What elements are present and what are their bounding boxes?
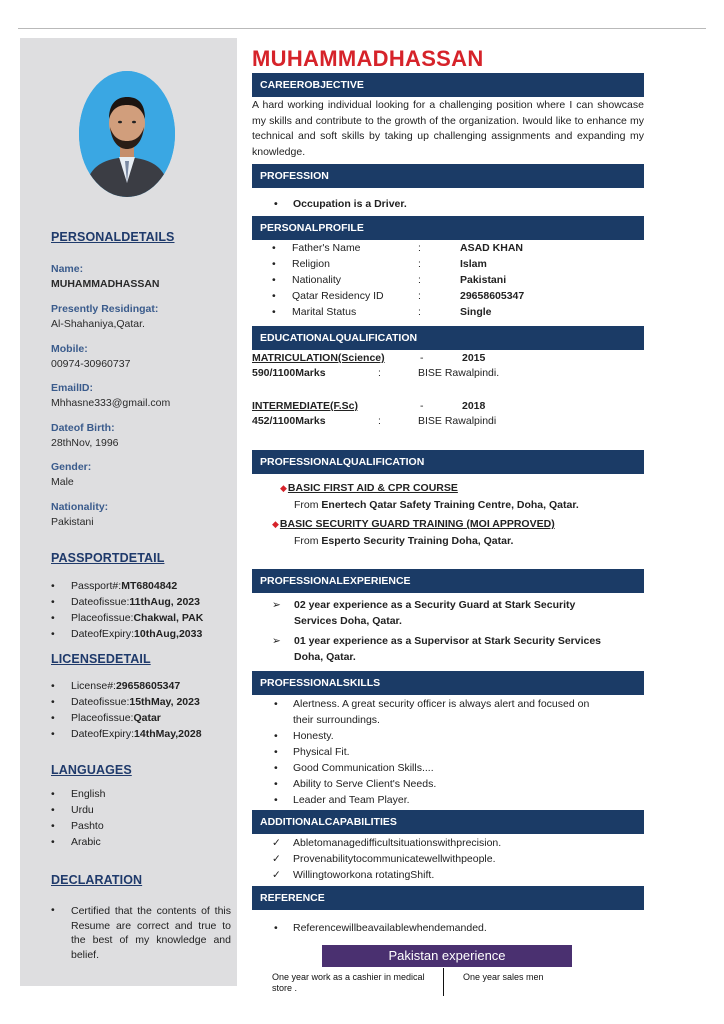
dob-label: Dateof Birth: [51, 422, 115, 434]
list-item: • Dateofissue:11thAug, 2023 [51, 594, 203, 610]
name-label: Name: [51, 263, 84, 275]
mobile-value: 00974-30960737 [51, 358, 131, 370]
email-value: Mhhasne333@gmail.com [51, 397, 171, 409]
matric-year: 2015 [462, 352, 486, 364]
list-item: • Dateofissue:15thMay, 2023 [51, 694, 202, 710]
career-objective-header: CAREEROBJECTIVE [252, 73, 644, 97]
list-item: • Pashto [51, 818, 105, 834]
course-from: From Esperto Security Training Doha, Qatar. [294, 535, 514, 547]
list-item: ✓ Provenabilitytocommunicatewellwithpeople. [272, 851, 501, 867]
inter-board: BISE Rawalpindi [418, 415, 497, 427]
list-item: ✓ Willingtoworkona rotatingShift. [272, 867, 501, 883]
reference-header: REFERENCE [252, 886, 644, 910]
nationality-label: Nationality: [51, 501, 109, 513]
list-item: • Leader and Team Player. [272, 792, 612, 808]
profession-header: PROFESSION [252, 164, 644, 188]
course-title: ◆BASIC SECURITY GUARD TRAINING (MOI APPROVED) [272, 518, 555, 530]
education-header: EDUCATIONALQUALIFICATION [252, 326, 644, 350]
list-item: • Honesty. [272, 728, 612, 744]
license-detail-title: LICENSEDETAIL [51, 652, 151, 666]
inter-year: 2018 [462, 400, 486, 412]
list-item: • Occupation is a Driver. [272, 196, 407, 212]
residing-value: Al-Shahaniya,Qatar. [51, 318, 145, 330]
name-value: MUHAMMADHASSAN [51, 278, 160, 290]
top-divider [18, 28, 706, 29]
list-item: ➢ 01 year experience as a Supervisor at Stark Security Services Doha, Qatar. [272, 633, 612, 665]
gender-label: Gender: [51, 461, 92, 473]
list-item: • English [51, 786, 105, 802]
inter-sep: : [378, 415, 381, 427]
candidate-name: MUHAMMADHASSAN [252, 46, 484, 71]
list-item: • Placeofissue:Chakwal, PAK [51, 610, 203, 626]
prof-qualification-header: PROFESSIONALQUALIFICATION [252, 450, 644, 474]
mobile-label: Mobile: [51, 343, 88, 355]
dob-value: 28thNov, 1996 [51, 437, 119, 449]
skills-list [272, 696, 612, 808]
personal-details-title: PERSONALDETAILS [51, 230, 175, 244]
prof-skills-header: PROFESSIONALSKILLS [252, 671, 644, 695]
list-item: • Urdu [51, 802, 105, 818]
list-item: • Alertness. A great security officer is always alert and focused on their surroundings. [272, 696, 612, 728]
passport-list [51, 578, 203, 642]
nationality-value: Pakistani [51, 516, 94, 528]
pakistan-divider [443, 968, 444, 996]
career-objective-text: A hard working individual looking for a challenging position where I can showcase my skills and contribute to the growth of the organization. Iwould like to enhance my technical and soft skills by taking up challenging assignments and expanding my knowledge. [252, 99, 644, 158]
personal-profile-header: PERSONALPROFILE [252, 216, 644, 240]
additional-capabilities-header: ADDITIONALCAPABILITIES [252, 810, 644, 834]
list-item: ➢ 02 year experience as a Security Guard at Stark Security Services Doha, Qatar. [272, 597, 612, 629]
profession-list [272, 196, 407, 212]
pakistan-experience-left: One year work as a cashier in medical store . [272, 972, 425, 993]
passport-detail-title: PASSPORTDETAIL [51, 551, 165, 565]
list-item: • Good Communication Skills.... [272, 760, 612, 776]
gender-value: Male [51, 476, 74, 488]
capabilities-list [272, 835, 501, 883]
inter-degree: INTERMEDIATE(F.Sc) [252, 400, 358, 412]
list-item: • License#:29658605347 [51, 678, 202, 694]
reference-list [272, 920, 487, 936]
license-list [51, 678, 202, 742]
languages-title: LANGUAGES [51, 763, 132, 777]
sidebar [20, 38, 237, 986]
matric-sep: : [378, 367, 381, 379]
matric-degree: MATRICULATION(Science) [252, 352, 385, 364]
matric-board: BISE Rawalpindi. [418, 367, 500, 379]
list-item: • Arabic [51, 834, 105, 850]
list-item: • DateofExpiry:10thAug,2033 [51, 626, 203, 642]
inter-marks: 452/1100Marks [252, 415, 326, 427]
experience-list [272, 597, 612, 669]
inter-dash: - [420, 400, 424, 412]
email-label: EmailID: [51, 382, 94, 394]
list-item: • Ability to Serve Client's Needs. [272, 776, 612, 792]
list-item: • Placeofissue:Qatar [51, 710, 202, 726]
list-item: • Physical Fit. [272, 744, 612, 760]
list-item: • Passport#:MT6804842 [51, 578, 203, 594]
profile-photo [79, 71, 175, 197]
course-from: From Enertech Qatar Safety Training Centre, Doha, Qatar. [294, 499, 579, 511]
list-item: • DateofExpiry:14thMay,2028 [51, 726, 202, 742]
matric-dash: - [420, 352, 424, 364]
list-item: • Referencewillbeavailablewhendemanded. [272, 920, 487, 936]
declaration-text: • Certified that the contents of this Resume are correct and true to the best of my knowledge and belief. [51, 904, 231, 961]
prof-experience-header: PROFESSIONALEXPERIENCE [252, 569, 644, 593]
declaration-title: DECLARATION [51, 873, 143, 887]
languages-list [51, 786, 105, 850]
matric-marks: 590/1100Marks [252, 367, 326, 379]
pakistan-experience-right: One year sales men [463, 972, 544, 982]
residing-label: Presently Residingat: [51, 303, 159, 315]
course-title: ◆BASIC FIRST AID & CPR COURSE [280, 482, 458, 494]
list-item: ✓ Abletomanagedifficultsituationswithprecision. [272, 835, 501, 851]
pakistan-experience-header: Pakistan experience [322, 945, 572, 967]
